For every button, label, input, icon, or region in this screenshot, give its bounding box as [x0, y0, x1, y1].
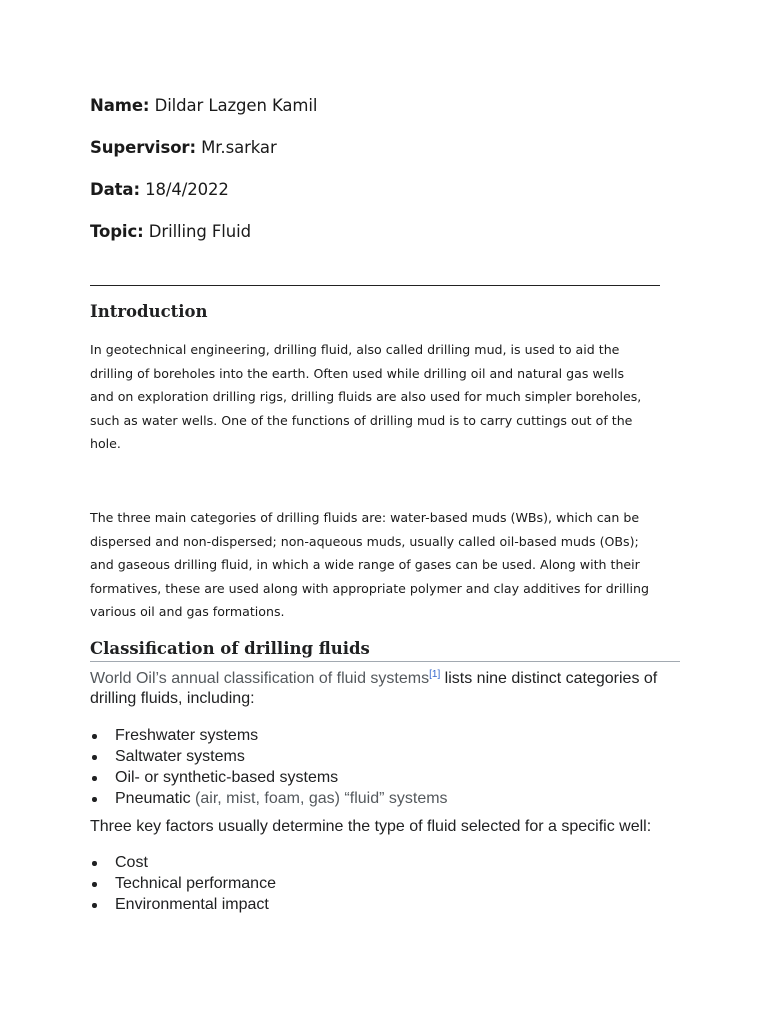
paragraph-line: hole. [90, 436, 121, 451]
intro-paragraph-2 [90, 506, 680, 624]
classification-intro-line-1 [90, 669, 690, 689]
intro-paragraph-1 [90, 338, 680, 456]
classification-intro-continuation: lists nine distinct categories of [440, 670, 658, 687]
paragraph-line: formatives, these are used along with appropriate polymer and clay additives for drilling [90, 580, 649, 596]
classification-intro-line-2: drilling fluids, including: [90, 690, 255, 707]
separator-rule [90, 285, 660, 286]
paragraph-line: In geotechnical engineering, drilling fluid, also called drilling mud, is used to aid the [90, 342, 620, 357]
paragraph-line: drilling of boreholes into the earth. Often used while drilling oil and natural gas wells [90, 365, 625, 381]
list-item: Freshwater systems [90, 725, 448, 746]
introduction-heading: Introduction [90, 302, 208, 321]
name-line [90, 96, 317, 115]
pneumatic-label: Pneumatic [115, 790, 196, 807]
classification-intro [90, 669, 690, 709]
factors-intro: Three key factors usually determine the type of fluid selected for a specific well: [90, 818, 652, 835]
list-item: Saltwater systems [90, 746, 448, 767]
list-item: Oil- or synthetic-based systems [90, 767, 448, 788]
list-item: Environmental impact [90, 894, 276, 915]
fluid-categories-list [90, 725, 448, 809]
name-label: Name: [90, 96, 150, 115]
topic-label: Topic: [90, 222, 144, 241]
paragraph-line: The three main categories of drilling fluids are: water-based muds (WBs), which can be [90, 510, 640, 525]
date-line [90, 180, 229, 199]
factors-list [90, 852, 276, 915]
pneumatic-detail: (air, mist, foam, gas) “fluid” systems [195, 790, 448, 807]
classification-intro-text: World Oil’s annual classification of fluid systems [90, 670, 430, 687]
paragraph-line: and gaseous drilling fluid, in which a wide range of gases can be used. Along with their [90, 557, 640, 572]
paragraph-line: various oil and gas formations. [90, 604, 285, 619]
paragraph-line: such as water wells. One of the functions of drilling mud is to carry cuttings out of the [90, 412, 633, 428]
supervisor-line [90, 138, 277, 157]
topic-value: Drilling Fluid [143, 222, 251, 241]
supervisor-label: Supervisor: [90, 138, 196, 157]
list-item: Technical performance [90, 873, 276, 894]
supervisor-value: Mr.sarkar [195, 138, 277, 157]
date-value: 18/4/2022 [139, 180, 229, 199]
paragraph-line: and on exploration drilling rigs, drilling fluids are also used for much simpler boreholes, [90, 389, 642, 404]
list-item: Cost [90, 852, 276, 873]
citation-link[interactable]: [1] [429, 669, 441, 680]
list-item [90, 788, 448, 809]
heading-underline [90, 661, 680, 662]
name-value: Dildar Lazgen Kamil [149, 96, 318, 115]
paragraph-line: dispersed and non-dispersed; non-aqueous muds, usually called oil-based muds (OBs); [90, 533, 639, 549]
topic-line [90, 222, 251, 241]
classification-heading: Classification of drilling fluids [90, 639, 370, 658]
date-label: Data: [90, 180, 140, 199]
